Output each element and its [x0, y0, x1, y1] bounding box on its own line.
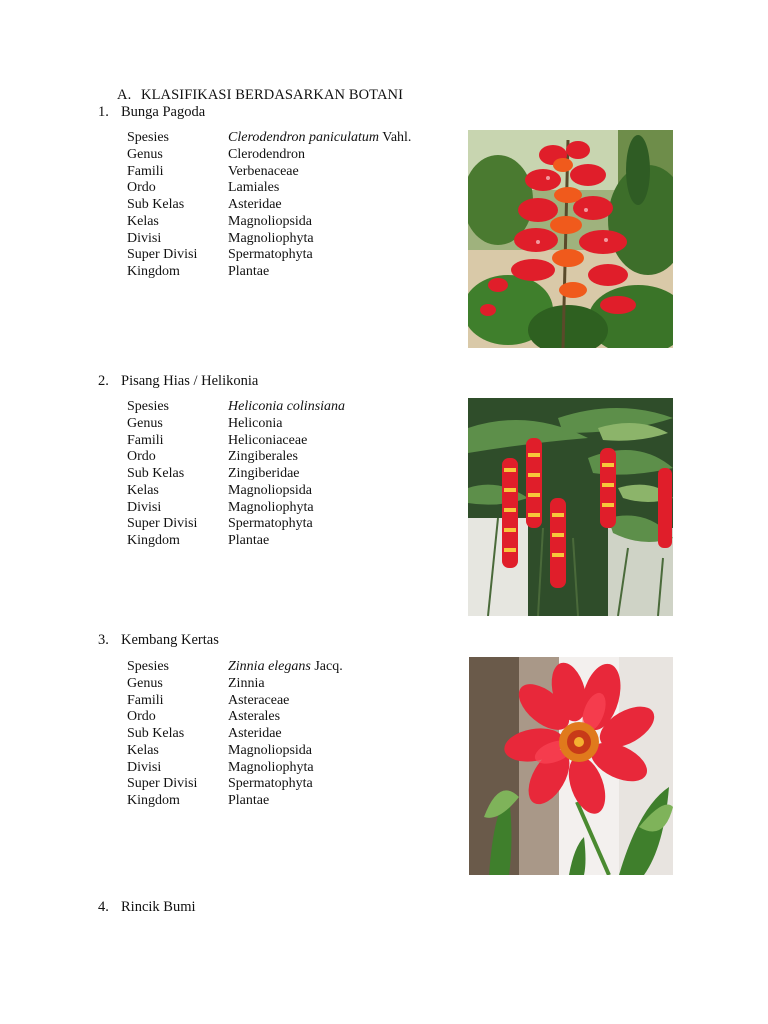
rank-label: Genus: [127, 146, 163, 162]
entry-title-kembang-kertas: [98, 632, 219, 649]
rank-value: Plantae: [228, 533, 270, 548]
rank-label: Sub Kelas: [127, 466, 185, 481]
rank-value: Spermatophyta: [228, 776, 313, 792]
table-row: [127, 264, 448, 281]
table-row: [127, 533, 448, 550]
entry-number: 4.: [98, 899, 109, 915]
table-row: [127, 214, 448, 231]
rank-label: Kelas: [127, 213, 159, 229]
rank-value: Magnoliophyta: [228, 759, 314, 775]
table-row: [127, 709, 448, 726]
entry-number: 3.: [98, 632, 109, 648]
rank-label: Ordo: [127, 180, 156, 196]
table-row: [127, 693, 448, 710]
entry-number: 1.: [98, 104, 109, 120]
table-row: [127, 231, 448, 248]
classification-table-helikonia: [127, 399, 448, 550]
table-row: [127, 416, 448, 433]
species-value: [228, 659, 448, 676]
rank-label: Kingdom: [127, 533, 180, 548]
photo-bunga-pagoda: [468, 130, 673, 348]
rank-label: Kelas: [127, 742, 159, 758]
rank-value: Asteridae: [228, 726, 282, 741]
table-row: [127, 130, 448, 147]
rank-label: Kingdom: [127, 264, 180, 279]
entry-title-rincik-bumi: [98, 899, 196, 916]
rank-label: Kelas: [127, 482, 159, 498]
rank-label: Famili: [127, 432, 164, 448]
table-row: [127, 466, 448, 483]
table-row: [127, 500, 448, 517]
rank-label: Genus: [127, 675, 163, 691]
rank-value: Asteridae: [228, 197, 282, 212]
species-scientific-name: Heliconia colinsiana: [228, 399, 346, 414]
rank-label: Sub Kelas: [127, 197, 185, 212]
species-scientific-name: Zinnia elegans: [228, 659, 311, 674]
table-row: [127, 659, 448, 676]
table-row: [127, 197, 448, 214]
rank-value: Magnoliopsida: [228, 213, 312, 229]
rank-label: Famili: [127, 163, 164, 179]
rank-value: Verbenaceae: [228, 163, 299, 179]
table-row: [127, 676, 448, 693]
rank-value: Asterales: [228, 709, 281, 725]
entry-name: Kembang Kertas: [121, 632, 219, 648]
rank-value: Spermatophyta: [228, 516, 313, 532]
rank-label: Divisi: [127, 230, 162, 246]
entry-title-helikonia: [98, 373, 258, 390]
table-row: [127, 793, 448, 810]
entry-name: Rincik Bumi: [121, 899, 196, 915]
rank-value: Heliconiaceae: [228, 432, 308, 448]
rank-value: Magnoliopsida: [228, 742, 312, 758]
table-row: [127, 449, 448, 466]
rank-label: Ordo: [127, 709, 156, 725]
species-author: Jacq.: [310, 659, 343, 674]
table-row: [127, 516, 448, 533]
rank-value: Magnoliophyta: [228, 230, 314, 246]
rank-label: Genus: [127, 415, 163, 431]
rank-label: Super Divisi: [127, 776, 198, 792]
entry-number: 2.: [98, 373, 109, 389]
rank-value: Spermatophyta: [228, 247, 313, 263]
table-row: [127, 433, 448, 450]
rank-label: Spesies: [127, 399, 169, 414]
table-row: [127, 399, 448, 416]
rank-label: Kingdom: [127, 793, 180, 808]
table-row: [127, 247, 448, 264]
classification-table-bunga-pagoda: [127, 130, 448, 281]
table-row: [127, 743, 448, 760]
table-row: [127, 147, 448, 164]
table-row: [127, 776, 448, 793]
zinnia-flower-illustration: [469, 657, 673, 875]
entry-name: Bunga Pagoda: [121, 104, 206, 120]
table-row: [127, 760, 448, 777]
section-letter: A.: [117, 87, 132, 103]
table-row: [127, 164, 448, 181]
rank-value: Heliconia: [228, 415, 283, 431]
rank-label: Spesies: [127, 659, 169, 674]
entry-name: Pisang Hias / Helikonia: [121, 373, 259, 389]
rank-label: Super Divisi: [127, 247, 198, 263]
photo-helikonia: [468, 398, 673, 616]
rank-label: Famili: [127, 692, 164, 708]
species-author: Vahl.: [379, 130, 412, 145]
rank-value: Clerodendron: [228, 146, 305, 162]
species-value: [228, 130, 448, 147]
rank-label: Divisi: [127, 759, 162, 775]
rank-value: Zingiberidae: [228, 466, 300, 481]
table-row: [127, 483, 448, 500]
rank-label: Super Divisi: [127, 516, 198, 532]
rank-value: Zinnia: [228, 675, 265, 691]
classification-table-kembang-kertas: [127, 659, 448, 810]
rank-value: Plantae: [228, 264, 270, 279]
rank-value: Zingiberales: [228, 449, 298, 465]
table-row: [127, 180, 448, 197]
species-scientific-name: Clerodendron paniculatum: [228, 130, 380, 145]
rank-value: Plantae: [228, 793, 270, 808]
rank-value: Magnoliophyta: [228, 499, 314, 515]
section-title: KLASIFIKASI BERDASARKAN BOTANI: [141, 87, 404, 103]
rank-label: Divisi: [127, 499, 162, 515]
photo-kembang-kertas: [469, 657, 673, 875]
rank-value: Asteraceae: [228, 692, 290, 708]
entry-title-bunga-pagoda: [98, 104, 205, 121]
species-value: [228, 399, 448, 416]
rank-label: Sub Kelas: [127, 726, 185, 741]
heliconia-flower-illustration: [468, 398, 673, 616]
section-heading: [117, 87, 403, 104]
rank-label: Ordo: [127, 449, 156, 465]
rank-value: Magnoliopsida: [228, 482, 312, 498]
pagoda-flower-illustration: [468, 130, 673, 348]
rank-value: Lamiales: [228, 180, 280, 196]
table-row: [127, 726, 448, 743]
rank-label: Spesies: [127, 130, 169, 145]
